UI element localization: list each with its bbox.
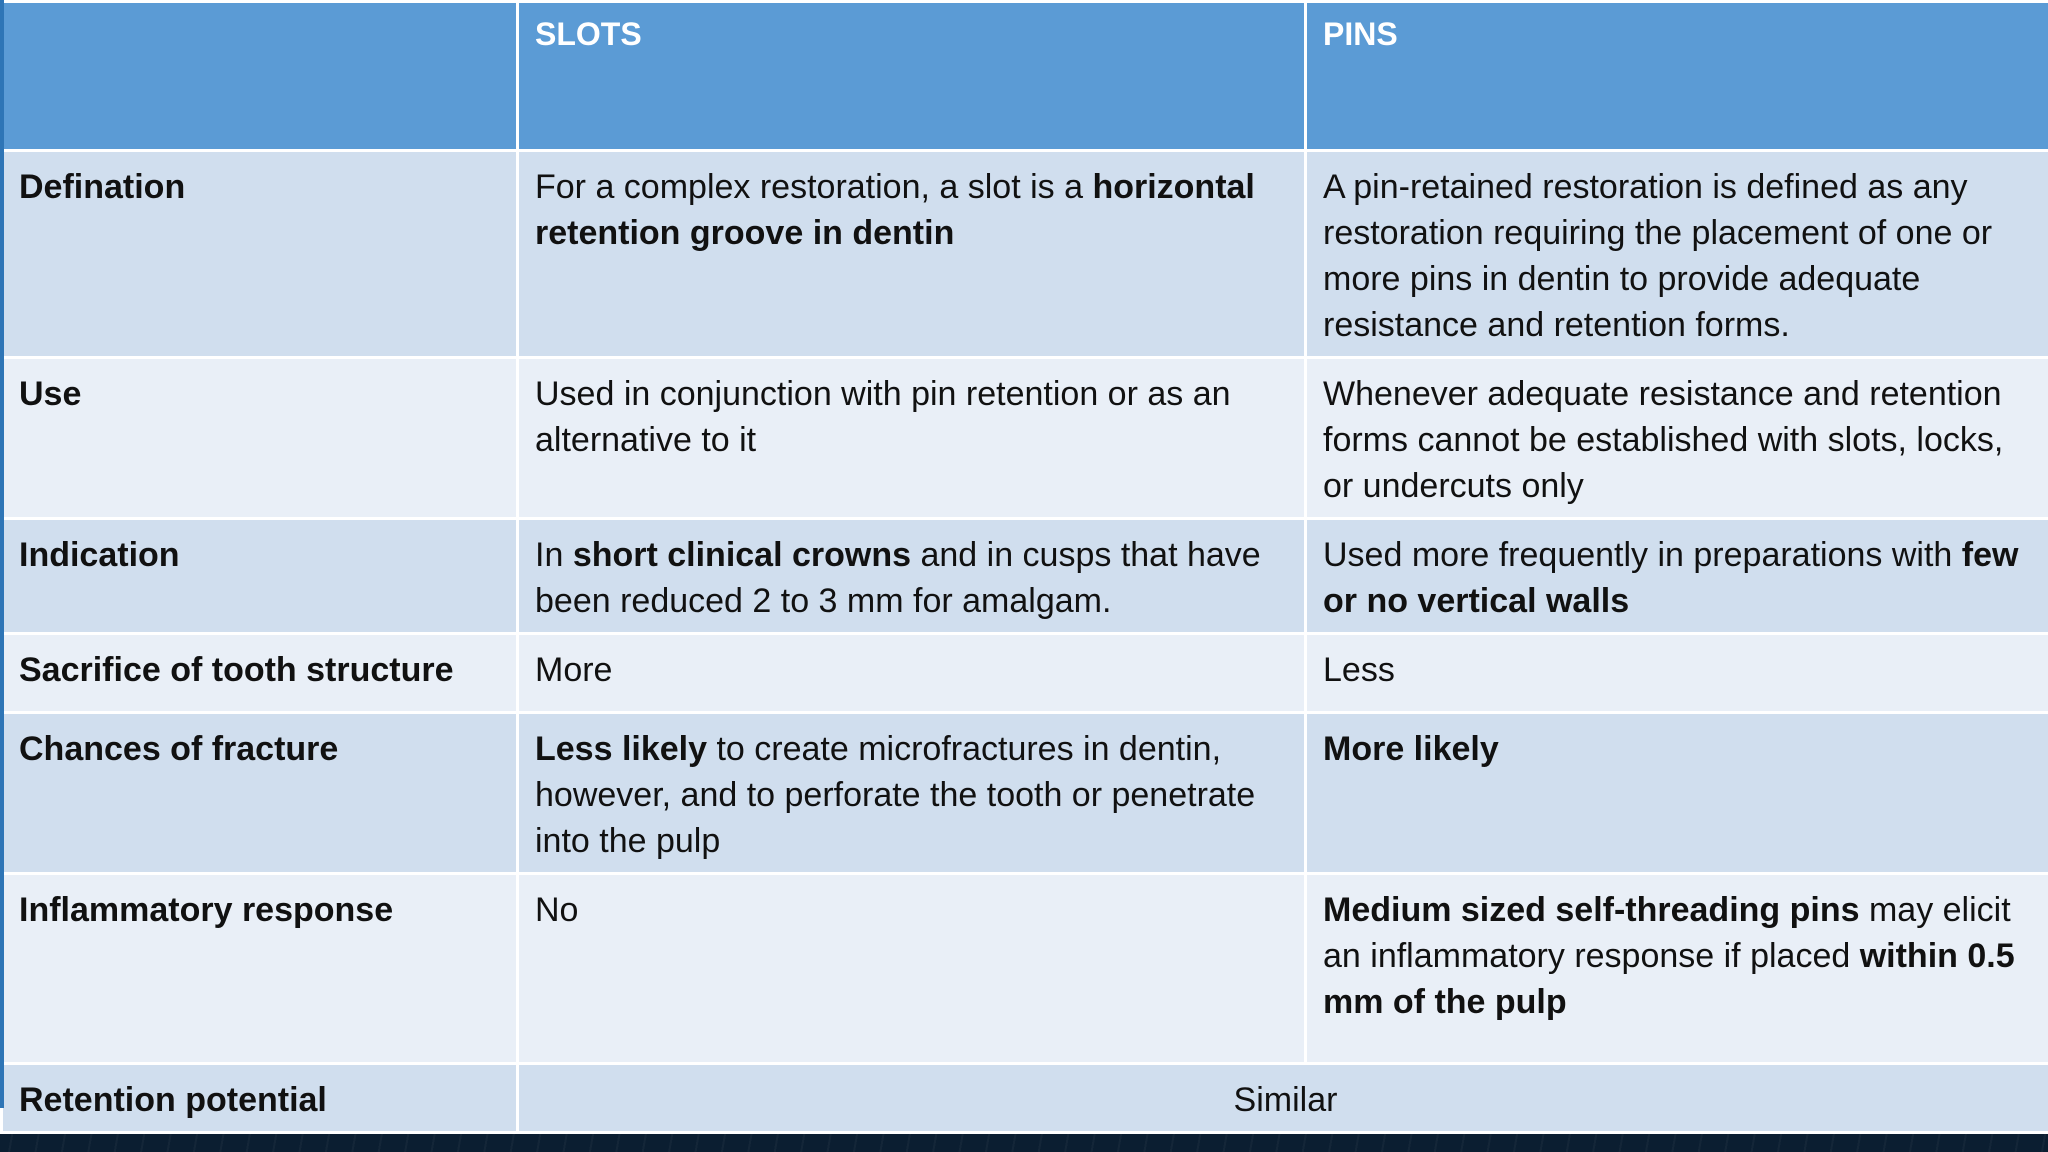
bold-text-run: short clinical crowns: [572, 536, 912, 574]
table-row: [2, 1064, 2048, 1133]
row-label: Defination: [2, 151, 518, 358]
bold-text-run: horizontal retention groove in dentin: [535, 168, 1255, 252]
pins-cell: [1306, 151, 2048, 358]
table-row: [2, 358, 2048, 519]
text-run: More: [535, 651, 613, 689]
slots-cell: [518, 151, 1306, 358]
bold-text-run: Medium sized self-threading pins: [1323, 891, 1860, 929]
table-row: [2, 634, 2048, 713]
pins-cell: [1306, 874, 2048, 1064]
text-run: Used in conjunction with pin retention or as an alternative to it: [535, 375, 1231, 459]
text-run: For a complex restoration, a slot is a: [535, 168, 1093, 206]
row-label: Chances of fracture: [2, 713, 518, 874]
slots-cell: [518, 874, 1306, 1064]
slots-cell: [518, 634, 1306, 713]
text-run: A pin-retained restoration is defined as any restoration requiring the placement of one or more pins in dentin to provide adequate resistance and retention forms.: [1323, 168, 1993, 344]
slots-cell: [518, 358, 1306, 519]
bold-text-run: few or no vertical walls: [1323, 536, 2019, 620]
table-row: [2, 519, 2048, 634]
header-slots: SLOTS: [518, 2, 1306, 151]
header-empty-cell: [2, 2, 518, 151]
row-label: Inflammatory response: [2, 874, 518, 1064]
header-row: [2, 2, 2048, 151]
pins-cell: [1306, 713, 2048, 874]
slots-cell: [518, 713, 1306, 874]
text-run: No: [535, 891, 579, 929]
row-label: Use: [2, 358, 518, 519]
row-label: Indication: [2, 519, 518, 634]
table-row: [2, 874, 2048, 1064]
text-run: Used more frequently in preparations with: [1323, 536, 1962, 574]
text-run: may elicit an inflammatory response if placed: [1323, 891, 2011, 975]
row-label: Retention potential: [2, 1064, 518, 1133]
bold-text-run: More likely: [1323, 730, 1499, 768]
header-pins: PINS: [1306, 2, 2048, 151]
pins-cell: [1306, 634, 2048, 713]
left-accent-bar: [0, 0, 4, 1108]
pins-cell: [1306, 358, 2048, 519]
text-run: to create microfractures in dentin, however, and to perforate the tooth or penetrate into the pulp: [535, 730, 1256, 860]
row-label: Sacrifice of tooth structure: [2, 634, 518, 713]
table-row: [2, 713, 2048, 874]
bold-text-run: within 0.5 mm of the pulp: [1323, 937, 2015, 1021]
slots-cell: [518, 519, 1306, 634]
table-row: [2, 151, 2048, 358]
text-run: Less: [1323, 651, 1395, 689]
bold-text-run: Less likely: [535, 730, 708, 768]
pins-cell: [1306, 519, 2048, 634]
text-run: and in cusps that have been reduced 2 to 3 mm for amalgam.: [535, 536, 1261, 620]
merged-value-cell: Similar: [518, 1064, 2048, 1133]
text-run: Whenever adequate resistance and retention forms cannot be established with slots, locks, or undercuts only: [1323, 375, 2004, 505]
text-run: In: [535, 536, 573, 574]
